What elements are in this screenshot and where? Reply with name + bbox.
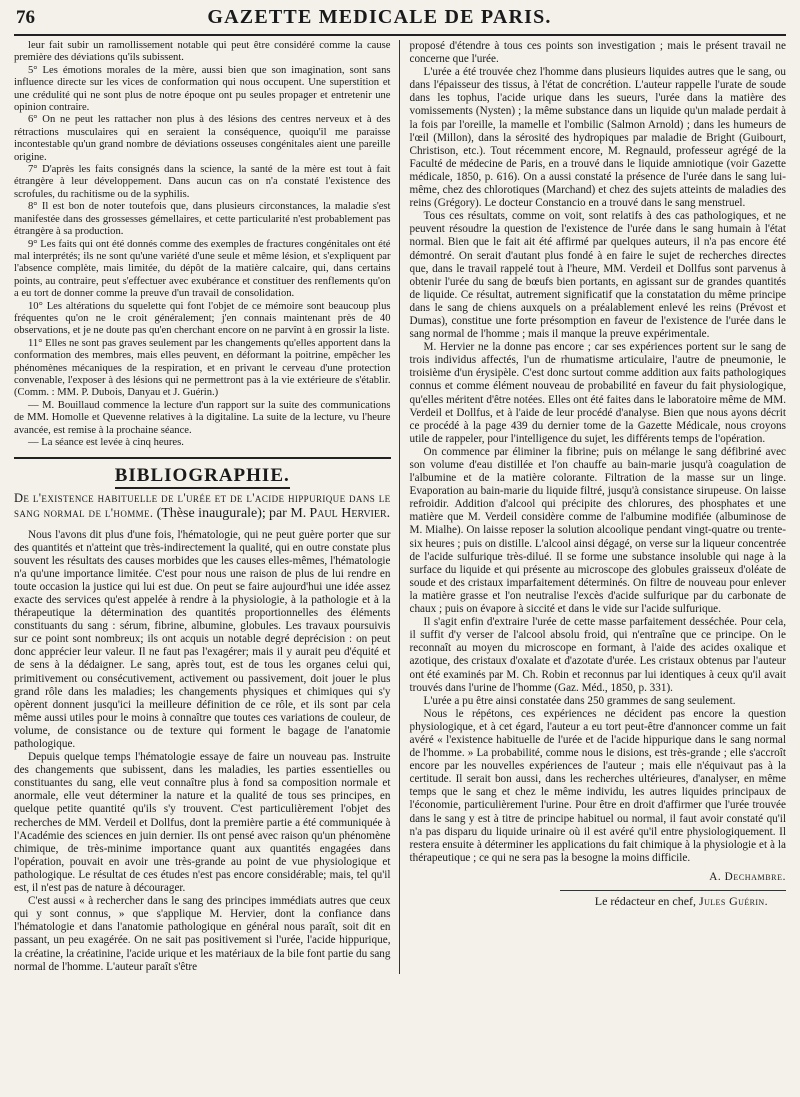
paragraph: 9° Les faits qui ont été donnés comme des exemples de fractures congénitales ont été mal interprétés; ils ne sont qu'une variété d'une seule et même lésion, et s'expliquent par l'absence complète, mais limitée, du dépôt de la matière calcaire, qui, dans certains points, au contraire, peut s'effectuer avec exubérance et constituer des renflements qu'on a eu tort de donner comme la preuve d'un travail de consolidation. xyxy=(14,238,391,300)
article-title-by: par M. xyxy=(268,505,307,521)
page-header xyxy=(14,6,786,36)
paragraph: L'urée a été trouvée chez l'homme dans plusieurs liquides autres que le sang, ou dans l'épaisseur des tissus, à l'état de concrétion. L'auteur rappelle l'urate de soude dans les tophus, l'acide urique dans les sueurs, l'urée dans la matière des vomissements (Nysten) ; la même substance dans un liquide qu'un malade perdait à la fois par l'oreille, la mamelle et l'ombilic (Salmon Arnold) ; dans les humeurs de l'œil (Millon), dans la sérosité des hydropiques par maladie de Bright (Guibourt, Christison, etc.). Tout récemment encore, M. Regnauld, professeur agrégé de la Faculté de médecine de Paris, en a trouvé dans le liquide amniotique (voir Gazette médicale, 1850, p. 616). On a aussi constaté la présence de l'urée dans le sang lui-même, chez des chlorotiques (Marchand) et chez des sujets atteints de maladies des reins (Grégory). Le docteur Constancio en a trouvé dans le sang menstruel. xyxy=(409,66,786,210)
left-column xyxy=(14,40,400,974)
paragraph: Depuis quelque temps l'hématologie essaye de faire un nouveau pas. Instruite des changements que subissent, dans les maladies, les parties essentielles ou constituantes du sang, elle veut connaître plus à fond sa composition normale et anormale, elle veut déterminer la nature et la qualité de tous ses principes, en quelque petite quantité qu'ils s'y trouvent. C'est particulièrement l'objet des recherches de MM. Verdeil et Dollfus, dont la première partie a été communiquée à l'Académie des sciences en juin dernier. Ils ont pensé avec raison qu'un phénomène chimique, de très-minime importance quant aux quantités engagées dans l'opération, pouvait en avoir une très-grande au point de vue physiologique et pathologique. Le résultat de ces études n'est pas encore considérable; mais, tel qu'il est, il n'est pas de nature à décourager. xyxy=(14,751,391,895)
paragraph: On commence par éliminer la fibrine; puis on mélange le sang défibriné avec son volume d'eau distillée et l'on chauffe au bain-marie jusqu'à coagulation de l'albumine et de la matière colorante. Filtration de la masse sur un linge. Evaporation au bain-marie du liquide filtré, jusqu'à consistance sirupeuse. On laisse refroidir. Addition d'alcool qui précipite des chlorures, des phosphates et une matière que M. Verdeil considère comme de l'albumine modifiée (albuminose de M. Mialhe). On laisse reposer la solution alcoolique pendant vingt-quatre ou trente-six heures ; puis on distille. L'alcool ainsi dégagé, on verse sur la liqueur concentrée de l'acide sulfurique très-dilué. Il se forme une substance insoluble qui nage à la surface du liquide et qui présente au microscope des globules graisseux d'oléate de soude et des cristaux imparfaitement déterminés. On filtre de nouveau pour enlever la matière grasse et l'on neutralise l'excès d'acide sulfurique par du carbonate de chaux ; puis on évapore à siccité et dans le vide sur l'acide sulfurique. xyxy=(409,445,786,616)
section-title: BIBLIOGRAPHIE. xyxy=(14,469,391,482)
memoir-conclusions xyxy=(14,40,391,449)
editor-name: Jules Guérin. xyxy=(699,894,768,908)
article-title xyxy=(14,491,391,521)
paragraph: — La séance est levée à cinq heures. xyxy=(28,437,184,448)
article-title-caps: De l'existence habituelle de l'urée et de l'acide hippurique dans le sang normal de l'homme. xyxy=(14,490,391,520)
two-column-body xyxy=(14,40,786,974)
paragraph: 5° Les émotions morales de la mère, aussi bien que son imagination, sont sans influence directe sur les vices de conformation qui nous occupent. Une superstition et une crédulité qui ne sont plus de notre époque ont pu seules propager et entretenir une opinion contraire. xyxy=(14,64,391,114)
paragraph: 11° Elles ne sont pas graves seulement par les changements qu'elles apportent dans la conformation des membres, mais elles peuvent, en déformant la poitrine, empêcher les phénomènes mécaniques de la respiration, et en privant le cerveau d'une protection convenable, l'exposer à des lésions qui ne permettront pas à la vie extérieure de s'établir. (Comm. : MM. P. Dubois, Danyau et J. Guérin.) xyxy=(14,337,391,399)
paragraph: — M. Bouillaud commence la lecture d'un rapport sur la suite des communications de MM. Homolle et Quevenne relatives à la digitaline. La suite de la lecture, vu l'heure avancée, est remise à la prochaine séance. xyxy=(14,399,391,436)
right-column xyxy=(410,40,787,974)
paragraph: Il s'agit enfin d'extraire l'urée de cette masse parfaitement desséchée. Pour cela, il suffit d'y verser de l'alcool absolu froid, qui n'entraîne que ce principe. On le reconnaît au moyen du microscope en formant, à l'aide des acides oxalique et azotique, des cristaux d'oxalate et d'azotate d'urée. Les cristaux obtenus par l'auteur ont été examinés par M. Ch. Robin et reconnus par lui identiques à ceux qu'il avait trouvés dans l'urine de l'homme (Gaz. Méd., 1850, p. 331). xyxy=(409,616,786,694)
article-title-thesis: (Thèse inaugurale); xyxy=(156,505,266,521)
paragraph: leur fait subir un ramollissement notable qui peut être considéré comme la cause première des déviations qu'ils subissent. xyxy=(14,40,391,64)
paragraph: Nous le répétons, ces expériences ne décident pas encore la question physiologique, et à cet égard, l'auteur a eu tort peut-être d'annoncer comme un fait avéré « l'existence habituelle de l'urée et de l'acide hippurique dans le sang normal de l'homme. » La probabilité, comme nous le disions, est très-grande ; elle s'accroît encore par les nouvelles expériences de l'auteur ; mais elle n'équivaut pas à la certitude. Il serait bon aussi, dans les recherches ultérieures, d'analyser, en même temps que le sang et chez le même individu, les autres liquides principaux de l'économie, particulièrement l'urine. Pour être en droit d'affirmer que l'urée trouvée dans le sang y est à titre de principe habituel ou normal, il faut avoir constaté qu'il n'a pas disparu du liquide urinaire où il est avéré qu'il entre physiologiquement. Il restera ensuite à déterminer les applications du fait chimique à la physiologie et à la thérapeutique ; ce qui ne sera pas la besogne la moins difficile. xyxy=(409,707,786,864)
article-author: Paul Hervier. xyxy=(309,505,391,521)
paragraph: C'est aussi « à rechercher dans le sang des principes immédiats autres que ceux qui y sont connus, » que s'applique M. Hervier, dont la confiance dans l'hématologie et dans l'anatomie pathologique en général nous paraît, soit dit en passant, un peu exagérée. On ne sait pas positivement si l'urée, l'acide hippurique, la créatine, la créatinine, l'acide urique et les matériaux de la bile font partie du sang normal de l'homme. L'auteur paraît s'être xyxy=(14,895,391,973)
paragraph: 7° D'après les faits consignés dans la science, la santé de la mère est tout à fait étrangère à leur développement. Dans aucun cas on n'a constaté l'existence des scrofules, du rachitisme ou de la syphilis. xyxy=(14,164,391,200)
editor-line xyxy=(410,895,769,908)
paragraph: 10° Les altérations du squelette qui font l'objet de ce mémoire sont beaucoup plus fréquentes qu'on ne le croit généralement; j'en connais maintenant près de 40 observations, et je ne doute pas qu'en cherchant encore on ne parvînt à en grossir la liste. xyxy=(14,300,391,337)
author-signature: A. Dechambre. xyxy=(709,870,786,883)
paragraph: 8° Il est bon de noter toutefois que, dans plusieurs circonstances, la maladie s'est manifestée dans des grossesses gémellaires, et cette particularité n'est probablement pas étrangère à sa production. xyxy=(14,201,391,238)
paragraph: Tous ces résultats, comme on voit, sont relatifs à des cas pathologiques, et ne peuvent résoudre la question de l'existence de l'urée dans le sang humain à l'état normal. Bien que le fait ait été affirmé par quelques auteurs, il n'a pas encore été démontré. On serait d'autant plus fondé à en faire le sujet de recherches directes que, dans le travail rappelé tout à l'heure, MM. Verdeil et Dollfus sont parvenus à obtenir l'urée du sang de bœufs bien portants, en agissant sur de grandes quantités de liquide. Ce résultat, autrement significatif que la constatation du même principe dans le sang de chiens auxquels on a préalablement enlevé les reins (Prévost et Dumas), constitue une forte présomption en faveur de l'existence de l'urée dans le sang normal de l'homme ; mais il manque la preuve expérimentale. xyxy=(409,210,786,341)
paragraph: L'urée a pu être ainsi constatée dans 250 grammes de sang seulement. xyxy=(423,694,736,707)
paragraph: Nous l'avons dit plus d'une fois, l'hématologie, qui ne peut guère porter que sur des quantités et n'atteint que très-indirectement la qualité, qui en outre constate plus souvent les résultats des causes morbides que les causes elles-mêmes, l'hématologie n'a qu'une importance limitée. C'est pour nous une raison de plus de lui rendre en toute occasion la justice qui lui est due. On peut se faire aujourd'hui une idée assez exacte des services qu'est appelée à rendre à la physiologie, à la pathologie et à la thérapeutique la détermination des quantités proportionnelles des éléments constituants du sang : sérum, fibrine, albumine, globules. Les travaux poursuivis sur ce point sont nombreux; ils ont acquis un notable degré deprécision : on peut donc apprécier leur valeur. Il ne faut pas l'exagérer; mais il y aurait peu d'équité et de sens à la dédaigner. Le sang, après tout, est de tous les organes celui qui, primitivement ou consécutivement, activement ou passivement, doit jouer le plus grand rôle dans les maladies; les changements physiques et chimiques qui s'y opèrent donnent jusqu'ici la meilleure définition de ce rôle, et ils sont par cela même aussi utiles pour le moins à connaître que toutes ces variations de couleur, de volume, de consistance ou de texture qui forment le bagage de l'anatomie pathologique. xyxy=(14,528,391,750)
paragraph: 6° On ne peut les rattacher non plus à des lésions des centres nerveux et à des rétractions musculaires qui en seraient la conséquence, quoiqu'il me paraisse incontestable qu'un grand nombre de déviations osseuses congénitales aient une pareille origine. xyxy=(14,114,391,163)
masthead-title: GAZETTE MEDICALE DE PARIS. xyxy=(207,6,552,28)
section-divider xyxy=(14,457,391,459)
editor-label: Le rédacteur en chef, xyxy=(594,894,697,908)
paragraph: proposé d'étendre à tous ces points son investigation ; mais le présent travail ne concerne que l'urée. xyxy=(409,40,786,66)
paragraph: M. Hervier ne la donne pas encore ; car ses expériences portent sur le sang de trois individus affectés, l'un de rhumatisme articulaire, l'autre de pneumonie, le troisième d'un érysipèle. C'est donc surtout comme addition aux faits pathologiques connus et comme élément nouveau de probabilité en faveur du fait physiologique, qu'elles méritent d'être notées. Elles ont été faites dans le laboratoire même de MM. Verdeil et Dollfus, et à l'aide de leur procédé d'analyse. Bien que nous ayons décrit ce procédé à la page 439 du dernier tome de la Gazette Médicale, nous croyons utile de rappeler, pour l'intelligence du sujet, les différents temps de l'opération. xyxy=(409,341,786,445)
editor-divider xyxy=(560,890,786,891)
page-number: 76 xyxy=(16,7,35,28)
